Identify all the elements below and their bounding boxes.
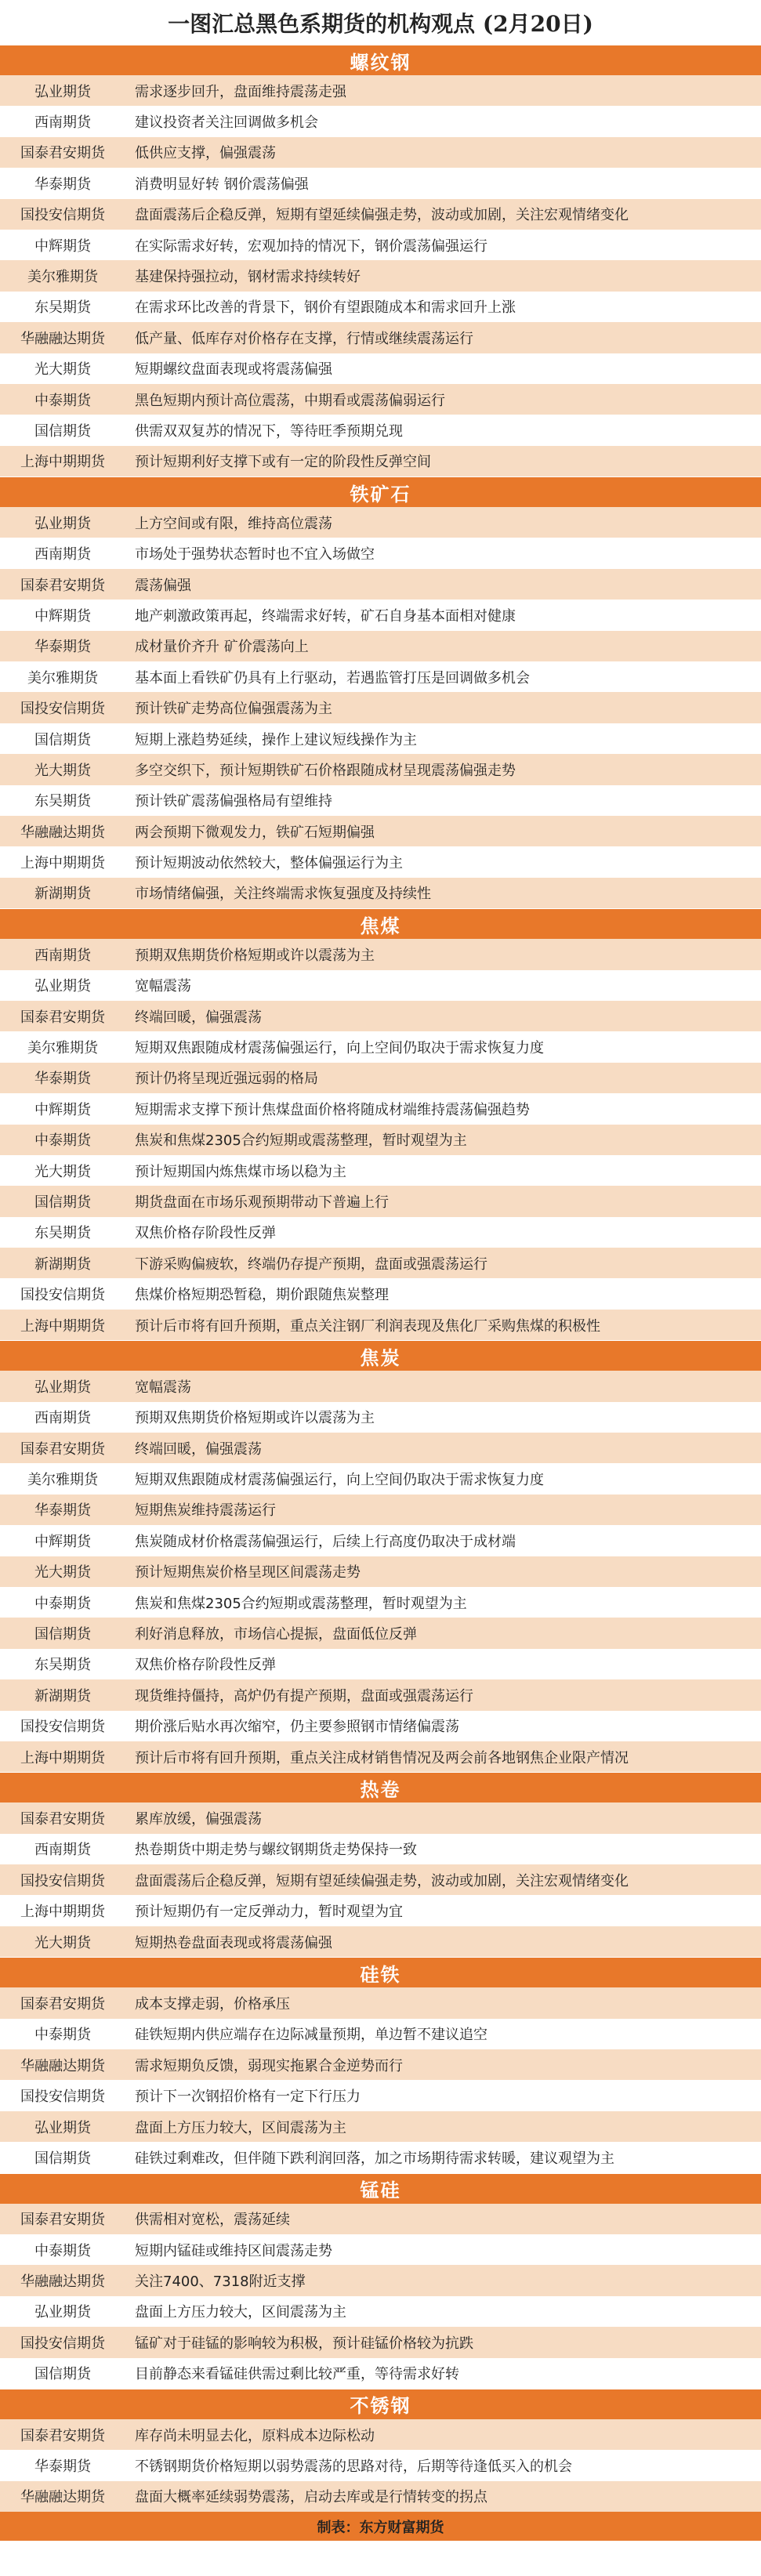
institution-name: 国信期货 bbox=[34, 422, 91, 440]
institution-view: 震荡偏强 bbox=[135, 577, 191, 594]
table-row bbox=[0, 2419, 761, 2450]
table-row bbox=[0, 1310, 761, 1340]
institution-name: 西南期货 bbox=[34, 1842, 91, 1859]
institution-view: 预计后市将有回升预期，重点关注成材销售情况及两会前各地钢焦企业限产情况 bbox=[135, 1749, 629, 1766]
table-row bbox=[0, 754, 761, 784]
table-row bbox=[0, 970, 761, 1001]
institution-name: 中辉期货 bbox=[34, 607, 91, 625]
institution-name: 光大期货 bbox=[34, 361, 91, 379]
table-row bbox=[0, 1926, 761, 1957]
institution-name: 华泰期货 bbox=[34, 1071, 91, 1088]
institution-view: 消费明显好转 钢价震荡偏强 bbox=[135, 176, 309, 193]
institution-name: 美尔雅期货 bbox=[27, 669, 98, 687]
institution-view: 盘面上方压力较大，区间震荡为主 bbox=[135, 2304, 346, 2321]
table-row bbox=[0, 1679, 761, 1710]
institution-view: 成材量价齐升 矿价震荡向上 bbox=[135, 639, 309, 656]
table-row bbox=[0, 292, 761, 322]
table-row bbox=[0, 1371, 761, 1401]
section-header: 锰硅 bbox=[0, 2173, 761, 2204]
table-row bbox=[0, 415, 761, 445]
table-row bbox=[0, 1556, 761, 1587]
institution-view: 预计铁矿走势高位偏强震荡为主 bbox=[135, 701, 332, 718]
institution-name: 美尔雅期货 bbox=[27, 1472, 98, 1489]
table-row bbox=[0, 353, 761, 384]
institution-name: 华融融达期货 bbox=[20, 330, 105, 347]
institution-name: 西南期货 bbox=[34, 114, 91, 132]
institution-view: 需求逐步回升，盘面维持震荡走强 bbox=[135, 83, 346, 100]
institution-name: 华泰期货 bbox=[34, 639, 91, 656]
table-row bbox=[0, 199, 761, 230]
institution-view: 热卷期货中期走势与螺纹钢期货走势保持一致 bbox=[135, 1842, 417, 1859]
table-row bbox=[0, 230, 761, 260]
table-row bbox=[0, 1402, 761, 1433]
institution-name: 上海中期期货 bbox=[20, 855, 105, 872]
institution-view: 盘面震荡后企稳反弹，短期有望延续偏强走势，波动或加剧，关注宏观情绪变化 bbox=[135, 1872, 629, 1889]
institution-name: 国泰君安期货 bbox=[20, 2212, 105, 2229]
table-row bbox=[0, 1495, 761, 1525]
institution-name: 新湖期货 bbox=[34, 886, 91, 903]
institution-view: 盘面震荡后企稳反弹，短期有望延续偏强走势，波动或加剧，关注宏观情绪变化 bbox=[135, 207, 629, 224]
table-row bbox=[0, 507, 761, 538]
institution-view: 短期需求支撑下预计焦煤盘面价格将随成材端维持震荡偏强趋势 bbox=[135, 1101, 530, 1118]
section-header: 螺纹钢 bbox=[0, 45, 761, 75]
institution-view: 短期双焦跟随成材震荡偏强运行，向上空间仍取决于需求恢复力度 bbox=[135, 1472, 544, 1489]
institution-name: 华融融达期货 bbox=[20, 2273, 105, 2291]
institution-name: 中泰期货 bbox=[34, 1595, 91, 1612]
institution-name: 弘业期货 bbox=[34, 83, 91, 100]
table-row bbox=[0, 168, 761, 198]
institution-name: 国投安信期货 bbox=[20, 701, 105, 718]
institution-view: 短期螺纹盘面表现或将震荡偏强 bbox=[135, 361, 332, 379]
table-row bbox=[0, 878, 761, 908]
table-row bbox=[0, 1895, 761, 1926]
institution-view: 目前静态来看锰硅供需过剩比较严重，等待需求好转 bbox=[135, 2366, 459, 2383]
institution-view: 多空交织下，预计短期铁矿石价格跟随成材呈现震荡偏强走势 bbox=[135, 762, 516, 779]
table-row bbox=[0, 1248, 761, 1278]
table-row bbox=[0, 2327, 761, 2357]
table-row bbox=[0, 816, 761, 846]
institution-name: 中泰期货 bbox=[34, 1132, 91, 1150]
institution-view: 焦炭和焦煤2305合约短期或震荡整理，暂时观望为主 bbox=[135, 1595, 467, 1612]
institution-view: 终端回暖，偏强震荡 bbox=[135, 1440, 262, 1458]
institution-view: 期价涨后贴水再次缩窄，仍主要参照钢市情绪偏震荡 bbox=[135, 1719, 459, 1736]
table-row bbox=[0, 322, 761, 353]
table-row bbox=[0, 1125, 761, 1155]
institution-view: 基本面上看铁矿仍具有上行驱动，若遇监管打压是回调做多机会 bbox=[135, 669, 530, 687]
table-row bbox=[0, 384, 761, 415]
institution-view: 供需相对宽松，震荡延续 bbox=[135, 2212, 290, 2229]
table-row bbox=[0, 446, 761, 476]
institution-name: 华融融达期货 bbox=[20, 2057, 105, 2074]
institution-name: 国泰君安期货 bbox=[20, 145, 105, 162]
institution-name: 新湖期货 bbox=[34, 1687, 91, 1705]
institution-name: 国泰君安期货 bbox=[20, 577, 105, 594]
table-row bbox=[0, 785, 761, 816]
institution-view: 焦煤价格短期恐暂稳，期价跟随焦炭整理 bbox=[135, 1287, 389, 1304]
institution-view: 市场处于强势状态暂时也不宜入场做空 bbox=[135, 546, 375, 563]
table-row bbox=[0, 661, 761, 692]
institution-view: 宽幅震荡 bbox=[135, 978, 191, 995]
institution-name: 国投安信期货 bbox=[20, 207, 105, 224]
institution-name: 弘业期货 bbox=[34, 2119, 91, 2136]
institution-view: 预计下一次钢招价格有一定下行压力 bbox=[135, 2089, 361, 2106]
table-row bbox=[0, 1834, 761, 1864]
table-row bbox=[0, 1525, 761, 1556]
institution-name: 光大期货 bbox=[34, 1163, 91, 1180]
table-row bbox=[0, 2080, 761, 2110]
institution-name: 上海中期期货 bbox=[20, 1904, 105, 1921]
institution-name: 新湖期货 bbox=[34, 1255, 91, 1273]
institution-name: 华泰期货 bbox=[34, 176, 91, 193]
institution-view: 短期热卷盘面表现或将震荡偏强 bbox=[135, 1934, 332, 1951]
institution-view: 硅铁短期内供应端存在边际减量预期，单边暂不建议追空 bbox=[135, 2027, 487, 2044]
institution-view: 黑色短期内预计高位震荡，中期看或震荡偏弱运行 bbox=[135, 392, 445, 409]
institution-view: 焦炭和焦煤2305合约短期或震荡整理，暂时观望为主 bbox=[135, 1132, 467, 1150]
institution-view: 在实际需求好转，宏观加持的情况下，钢价震荡偏强运行 bbox=[135, 237, 487, 255]
table-row bbox=[0, 1093, 761, 1124]
institution-name: 华融融达期货 bbox=[20, 2489, 105, 2506]
institution-name: 华融融达期货 bbox=[20, 824, 105, 841]
institution-view: 下游采购偏疲软，终端仍存提产预期，盘面或强震荡运行 bbox=[135, 1255, 487, 1273]
institution-view: 焦炭随成材价格震荡偏强运行，后续上行高度仍取决于成材端 bbox=[135, 1533, 516, 1550]
institution-name: 国投安信期货 bbox=[20, 1287, 105, 1304]
institution-name: 西南期货 bbox=[34, 546, 91, 563]
institution-view: 关注7400、7318附近支撑 bbox=[135, 2273, 306, 2291]
table-row bbox=[0, 1463, 761, 1494]
table-row bbox=[0, 1618, 761, 1648]
section-header: 硅铁 bbox=[0, 1957, 761, 1987]
institution-view: 上方空间或有限，维持高位震荡 bbox=[135, 515, 332, 532]
table-row bbox=[0, 1802, 761, 1833]
institution-name: 西南期货 bbox=[34, 947, 91, 964]
table-row bbox=[0, 1587, 761, 1618]
institution-view: 短期上涨趋势延续，操作上建议短线操作为主 bbox=[135, 731, 417, 748]
institution-view: 宽幅震荡 bbox=[135, 1379, 191, 1396]
institution-view: 短期双焦跟随成材震荡偏强运行，向上空间仍取决于需求恢复力度 bbox=[135, 1040, 544, 1057]
table-row bbox=[0, 2358, 761, 2389]
table-row bbox=[0, 723, 761, 754]
table-row bbox=[0, 939, 761, 969]
table-row bbox=[0, 1741, 761, 1772]
institution-name: 国投安信期货 bbox=[20, 1872, 105, 1889]
table-row bbox=[0, 1649, 761, 1679]
institution-view: 预计短期波动依然较大，整体偏强运行为主 bbox=[135, 855, 403, 872]
institution-view: 预计短期仍有一定反弹动力，暂时观望为宜 bbox=[135, 1904, 403, 1921]
institution-view: 预计短期焦炭价格呈现区间震荡走势 bbox=[135, 1564, 361, 1581]
institution-view: 双焦价格存阶段性反弹 bbox=[135, 1657, 276, 1674]
table-row bbox=[0, 538, 761, 568]
institution-name: 上海中期期货 bbox=[20, 1317, 105, 1335]
institution-view: 两会预期下微观发力，铁矿石短期偏强 bbox=[135, 824, 375, 841]
institution-name: 西南期货 bbox=[34, 1410, 91, 1427]
page-title: 一图汇总黑色系期货的机构观点 (2月20日) bbox=[0, 0, 761, 45]
table-row bbox=[0, 1155, 761, 1186]
institution-name: 上海中期期货 bbox=[20, 454, 105, 471]
institution-name: 国泰君安期货 bbox=[20, 2427, 105, 2444]
institution-name: 国投安信期货 bbox=[20, 2335, 105, 2352]
institution-view: 成本支撑走弱，价格承压 bbox=[135, 1995, 290, 2013]
institution-name: 国信期货 bbox=[34, 2150, 91, 2167]
institution-view: 预计短期利好支撑下或有一定的阶段性反弹空间 bbox=[135, 454, 431, 471]
institution-view: 需求短期负反馈，弱现实拖累合金逆势而行 bbox=[135, 2057, 403, 2074]
table-row bbox=[0, 569, 761, 600]
institution-view: 短期内锰硅或维持区间震荡走势 bbox=[135, 2242, 332, 2259]
institution-view: 现货维持僵持，高炉仍有提产预期，盘面或强震荡运行 bbox=[135, 1687, 473, 1705]
institution-name: 东吴期货 bbox=[34, 299, 91, 317]
table-row bbox=[0, 1711, 761, 1741]
institution-name: 中泰期货 bbox=[34, 2242, 91, 2259]
institution-name: 中辉期货 bbox=[34, 1533, 91, 1550]
institution-view: 市场情绪偏强，关注终端需求恢复强度及持续性 bbox=[135, 886, 431, 903]
institution-view: 双焦价格存阶段性反弹 bbox=[135, 1225, 276, 1242]
footer-credit: 制表：东方财富期货 bbox=[0, 2512, 761, 2541]
institution-name: 中辉期货 bbox=[34, 237, 91, 255]
institution-name: 光大期货 bbox=[34, 1564, 91, 1581]
institution-name: 国投安信期货 bbox=[20, 1719, 105, 1736]
table-row bbox=[0, 106, 761, 136]
institution-view: 盘面大概率延续弱势震荡，启动去库或是行情转变的拐点 bbox=[135, 2489, 487, 2506]
table-row bbox=[0, 2019, 761, 2049]
table-row bbox=[0, 2296, 761, 2327]
table-row bbox=[0, 1001, 761, 1031]
institution-name: 东吴期货 bbox=[34, 793, 91, 810]
institution-name: 弘业期货 bbox=[34, 515, 91, 532]
table-row bbox=[0, 2450, 761, 2480]
institution-view: 预计短期国内炼焦煤市场以稳为主 bbox=[135, 1163, 346, 1180]
institution-view: 预期双焦期货价格短期或许以震荡为主 bbox=[135, 947, 375, 964]
institution-view: 预计铁矿震荡偏强格局有望维持 bbox=[135, 793, 332, 810]
table-row bbox=[0, 2142, 761, 2172]
section-header: 焦煤 bbox=[0, 908, 761, 939]
table-row bbox=[0, 1186, 761, 1216]
table-row bbox=[0, 692, 761, 723]
table-row bbox=[0, 1063, 761, 1093]
sections-container bbox=[0, 45, 761, 2512]
institution-name: 国泰君安期货 bbox=[20, 1440, 105, 1458]
institution-view: 利好消息释放，市场信心提振，盘面低位反弹 bbox=[135, 1626, 417, 1643]
table-row bbox=[0, 846, 761, 877]
table-row bbox=[0, 2481, 761, 2512]
institution-name: 中泰期货 bbox=[34, 2027, 91, 2044]
table-row bbox=[0, 2049, 761, 2080]
table-row bbox=[0, 137, 761, 168]
table-row bbox=[0, 1433, 761, 1463]
institution-view: 终端回暖，偏强震荡 bbox=[135, 1009, 262, 1026]
institution-name: 国信期货 bbox=[34, 1194, 91, 1211]
institution-name: 弘业期货 bbox=[34, 2304, 91, 2321]
institution-name: 光大期货 bbox=[34, 762, 91, 779]
institution-view: 预期双焦期货价格短期或许以震荡为主 bbox=[135, 1410, 375, 1427]
section-header: 热卷 bbox=[0, 1772, 761, 1802]
institution-view: 预计后市将有回升预期，重点关注钢厂利润表现及焦化厂采购焦煤的积极性 bbox=[135, 1317, 600, 1335]
institution-name: 国信期货 bbox=[34, 731, 91, 748]
table-row bbox=[0, 2265, 761, 2295]
institution-view: 基建保持强拉动，钢材需求持续转好 bbox=[135, 269, 361, 286]
table-row bbox=[0, 1217, 761, 1248]
table-row bbox=[0, 1987, 761, 2018]
institution-name: 国泰君安期货 bbox=[20, 1995, 105, 2013]
section-header: 铁矿石 bbox=[0, 476, 761, 507]
institution-name: 东吴期货 bbox=[34, 1657, 91, 1674]
institution-view: 短期焦炭维持震荡运行 bbox=[135, 1502, 276, 1520]
institution-view: 低供应支撑，偏强震荡 bbox=[135, 145, 276, 162]
institution-name: 上海中期期货 bbox=[20, 1749, 105, 1766]
institution-name: 中泰期货 bbox=[34, 392, 91, 409]
table-row bbox=[0, 1864, 761, 1895]
table-row bbox=[0, 631, 761, 661]
institution-view: 预计仍将呈现近强远弱的格局 bbox=[135, 1071, 318, 1088]
institution-name: 国泰君安期货 bbox=[20, 1009, 105, 1026]
institution-view: 期货盘面在市场乐观预期带动下普遍上行 bbox=[135, 1194, 389, 1211]
institution-name: 中辉期货 bbox=[34, 1101, 91, 1118]
institution-name: 美尔雅期货 bbox=[27, 1040, 98, 1057]
institution-view: 供需双双复苏的情况下，等待旺季预期兑现 bbox=[135, 422, 403, 440]
table-row bbox=[0, 600, 761, 630]
institution-name: 华泰期货 bbox=[34, 1502, 91, 1520]
section-header: 焦炭 bbox=[0, 1340, 761, 1371]
institution-name: 东吴期货 bbox=[34, 1225, 91, 1242]
institution-view: 不锈钢期货价格短期以弱势震荡的思路对待，后期等待逢低买入的机会 bbox=[135, 2458, 572, 2476]
institution-name: 国泰君安期货 bbox=[20, 1811, 105, 1828]
institution-view: 库存尚未明显去化，原料成本边际松动 bbox=[135, 2427, 375, 2444]
table-row bbox=[0, 260, 761, 291]
institution-view: 硅铁过剩难改，但伴随下跌利润回落，加之市场期待需求转暖，建议观望为主 bbox=[135, 2150, 614, 2167]
institution-name: 国投安信期货 bbox=[20, 2089, 105, 2106]
table-row bbox=[0, 75, 761, 106]
institution-view: 建议投资者关注回调做多机会 bbox=[135, 114, 318, 132]
table-row bbox=[0, 1031, 761, 1062]
institution-name: 华泰期货 bbox=[34, 2458, 91, 2476]
institution-name: 弘业期货 bbox=[34, 1379, 91, 1396]
institution-name: 国信期货 bbox=[34, 1626, 91, 1643]
institution-view: 在需求环比改善的背景下，钢价有望跟随成本和需求回升上涨 bbox=[135, 299, 516, 317]
institution-view: 累库放缓，偏强震荡 bbox=[135, 1811, 262, 1828]
institution-name: 美尔雅期货 bbox=[27, 269, 98, 286]
section-header: 不锈钢 bbox=[0, 2389, 761, 2419]
institution-name: 弘业期货 bbox=[34, 978, 91, 995]
institution-name: 国信期货 bbox=[34, 2366, 91, 2383]
institution-view: 低产量、低库存对价格存在支撑，行情或继续震荡运行 bbox=[135, 330, 473, 347]
institution-view: 锰矿对于硅锰的影响较为积极，预计硅锰价格较为抗跌 bbox=[135, 2335, 473, 2352]
table-row bbox=[0, 2234, 761, 2265]
institution-view: 地产刺激政策再起，终端需求好转，矿石自身基本面相对健康 bbox=[135, 607, 516, 625]
table-row bbox=[0, 2204, 761, 2234]
table-row bbox=[0, 1278, 761, 1309]
table-row bbox=[0, 2111, 761, 2142]
institution-view: 盘面上方压力较大，区间震荡为主 bbox=[135, 2119, 346, 2136]
institution-name: 光大期货 bbox=[34, 1934, 91, 1951]
